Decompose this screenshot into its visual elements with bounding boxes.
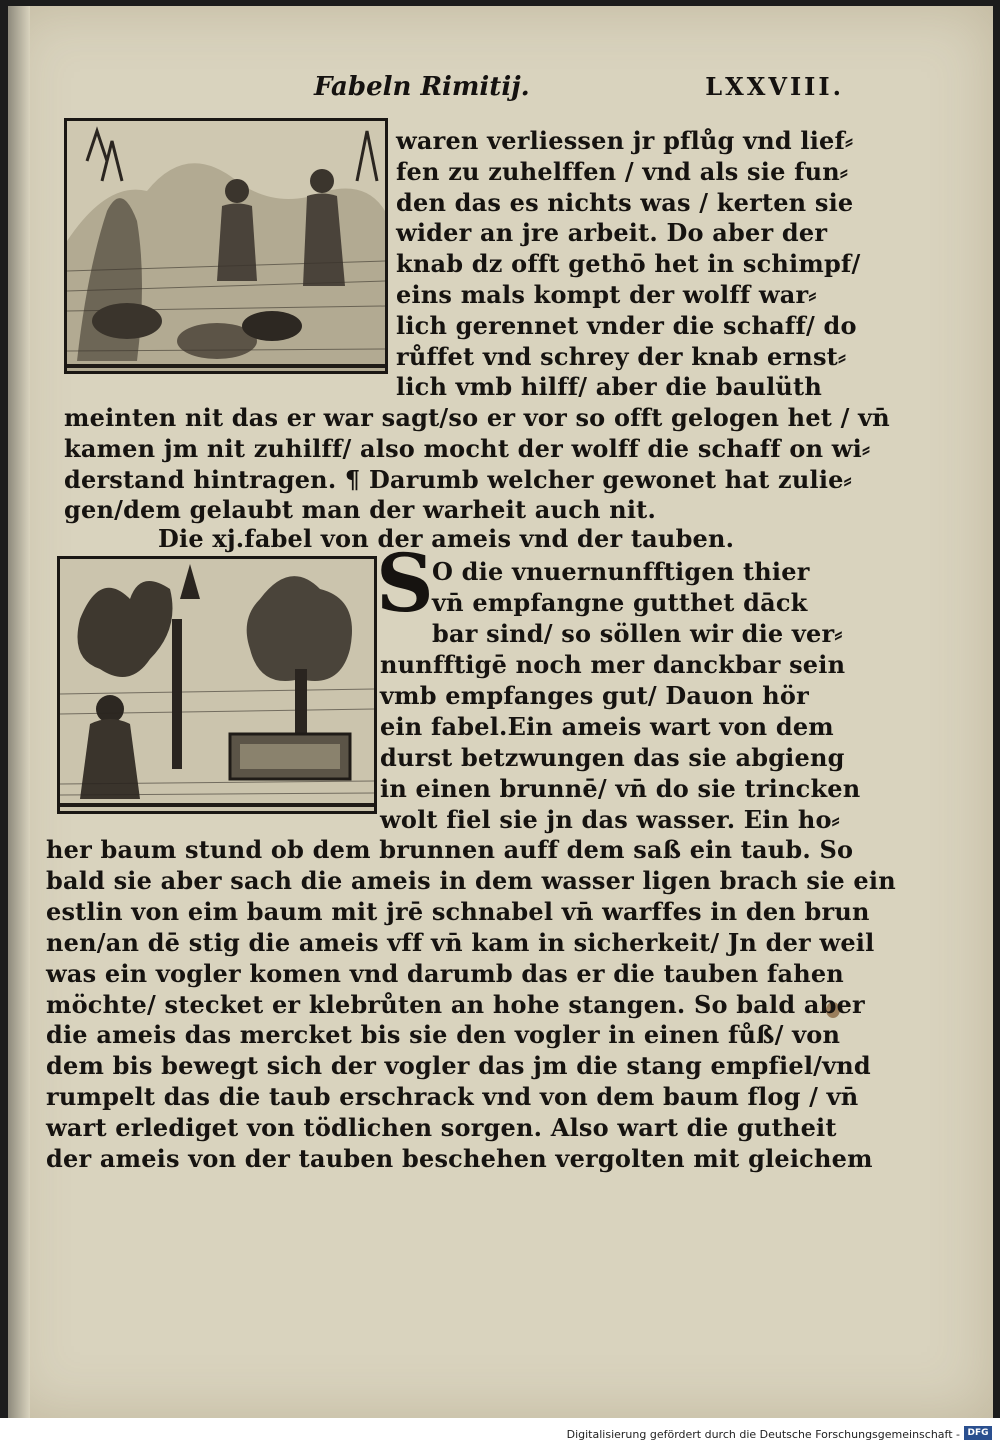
text-line: vn̄ empfangne gutthet dāck xyxy=(432,588,808,617)
text-line: meinten nit das er war sagt/so er vor so offt gelogen het / vn̄ xyxy=(64,403,890,432)
text-line: bar sind/ so söllen wir die ver⸗ xyxy=(432,619,843,648)
text-line: lich vmb hilff/ aber die baulüth xyxy=(396,372,822,401)
fable-title: Die xj.fabel von der ameis vnd der tauben. xyxy=(158,524,735,553)
text-line: estlin von eim baum mit jrē schnabel vn̄ warffes in den brun xyxy=(46,897,870,926)
woodcut-shepherd-boy-wolf-sheep-icon xyxy=(67,121,385,371)
text-line: bald sie aber sach die ameis in dem wasser ligen brach sie ein xyxy=(46,866,896,895)
funding-credit: Digitalisierung gefördert durch die Deutsche Forschungsgemeinschaft - xyxy=(566,1428,960,1441)
text-line: wider an jre arbeit. Do aber der xyxy=(396,218,828,247)
text-line: nunfftigē noch mer danckbar sein xyxy=(380,650,846,679)
text-line: fen zu zuhelffen / vnd als sie fun⸗ xyxy=(396,157,849,186)
running-title: Fabeln Rimitij. xyxy=(314,72,530,102)
text-line: der ameis von der tauben beschehen vergolten mit gleichem xyxy=(46,1144,873,1173)
text-line: lich gerennet vnder die schaff/ do xyxy=(396,311,857,340)
text-line: vmb empfanges gut/ Dauon hör xyxy=(380,681,809,710)
text-line: die ameis das mercket bis sie den vogler in einen fůß/ von xyxy=(46,1020,841,1049)
dfg-logo: DFG xyxy=(964,1426,992,1440)
folio-number: LXXVIII. xyxy=(705,72,844,101)
text-line: nen/an dē stig die ameis vff vn̄ kam in sicherkeit/ Jn der weil xyxy=(46,928,875,957)
text-line: möchte/ stecket er klebrůten an hohe stangen. So bald aber xyxy=(46,990,865,1019)
text-line: waren verliessen jr pflůg vnd lief⸗ xyxy=(396,126,854,155)
woodcut-ant-dove-illustration xyxy=(57,556,377,814)
text-line: kamen jm nit zuhilff/ also mocht der wolff die schaff on wi⸗ xyxy=(64,434,871,463)
text-line: rumpelt das die taub erschrack vnd von dem baum flog / vn̄ xyxy=(46,1082,859,1111)
text-line: knab dz offt gethō het in schimpf/ xyxy=(396,249,861,278)
text-line: ein fabel.Ein ameis wart von dem xyxy=(380,712,834,741)
text-line: in einen brunnē/ vn̄ do sie trincken xyxy=(380,774,861,803)
text-line: eins mals kompt der wolff war⸗ xyxy=(396,280,817,309)
text-line: gen/dem gelaubt man der warheit auch nit. xyxy=(64,495,657,524)
text-line: růffet vnd schrey der knab ernst⸗ xyxy=(396,342,847,371)
woodcut-ant-dove-well-fowler-icon xyxy=(60,559,374,811)
text-line: O die vnuernunfftigen thier xyxy=(432,557,810,586)
woodcut-shepherd-illustration xyxy=(64,118,388,374)
text-line: derstand hintragen. ¶ Darumb welcher gewonet hat zulie⸗ xyxy=(64,465,852,494)
text-line: den das es nichts was / kerten sie xyxy=(396,188,854,217)
page-gutter-shadow xyxy=(8,6,30,1418)
text-line: wart erlediget von tödlichen sorgen. Also wart die gutheit xyxy=(46,1113,837,1142)
text-line: was ein vogler komen vnd darumb das er die tauben fahen xyxy=(46,959,844,988)
text-line: dem bis bewegt sich der vogler das jm die stang empfiel/vnd xyxy=(46,1051,871,1080)
text-line: her baum stund ob dem brunnen auff dem saß ein taub. So xyxy=(46,835,854,864)
text-line: durst betzwungen das sie abgieng xyxy=(380,743,845,772)
text-line: wolt fiel sie jn das wasser. Ein ho⸗ xyxy=(380,805,840,834)
decorated-initial: S xyxy=(376,536,434,630)
page-header xyxy=(310,66,844,106)
